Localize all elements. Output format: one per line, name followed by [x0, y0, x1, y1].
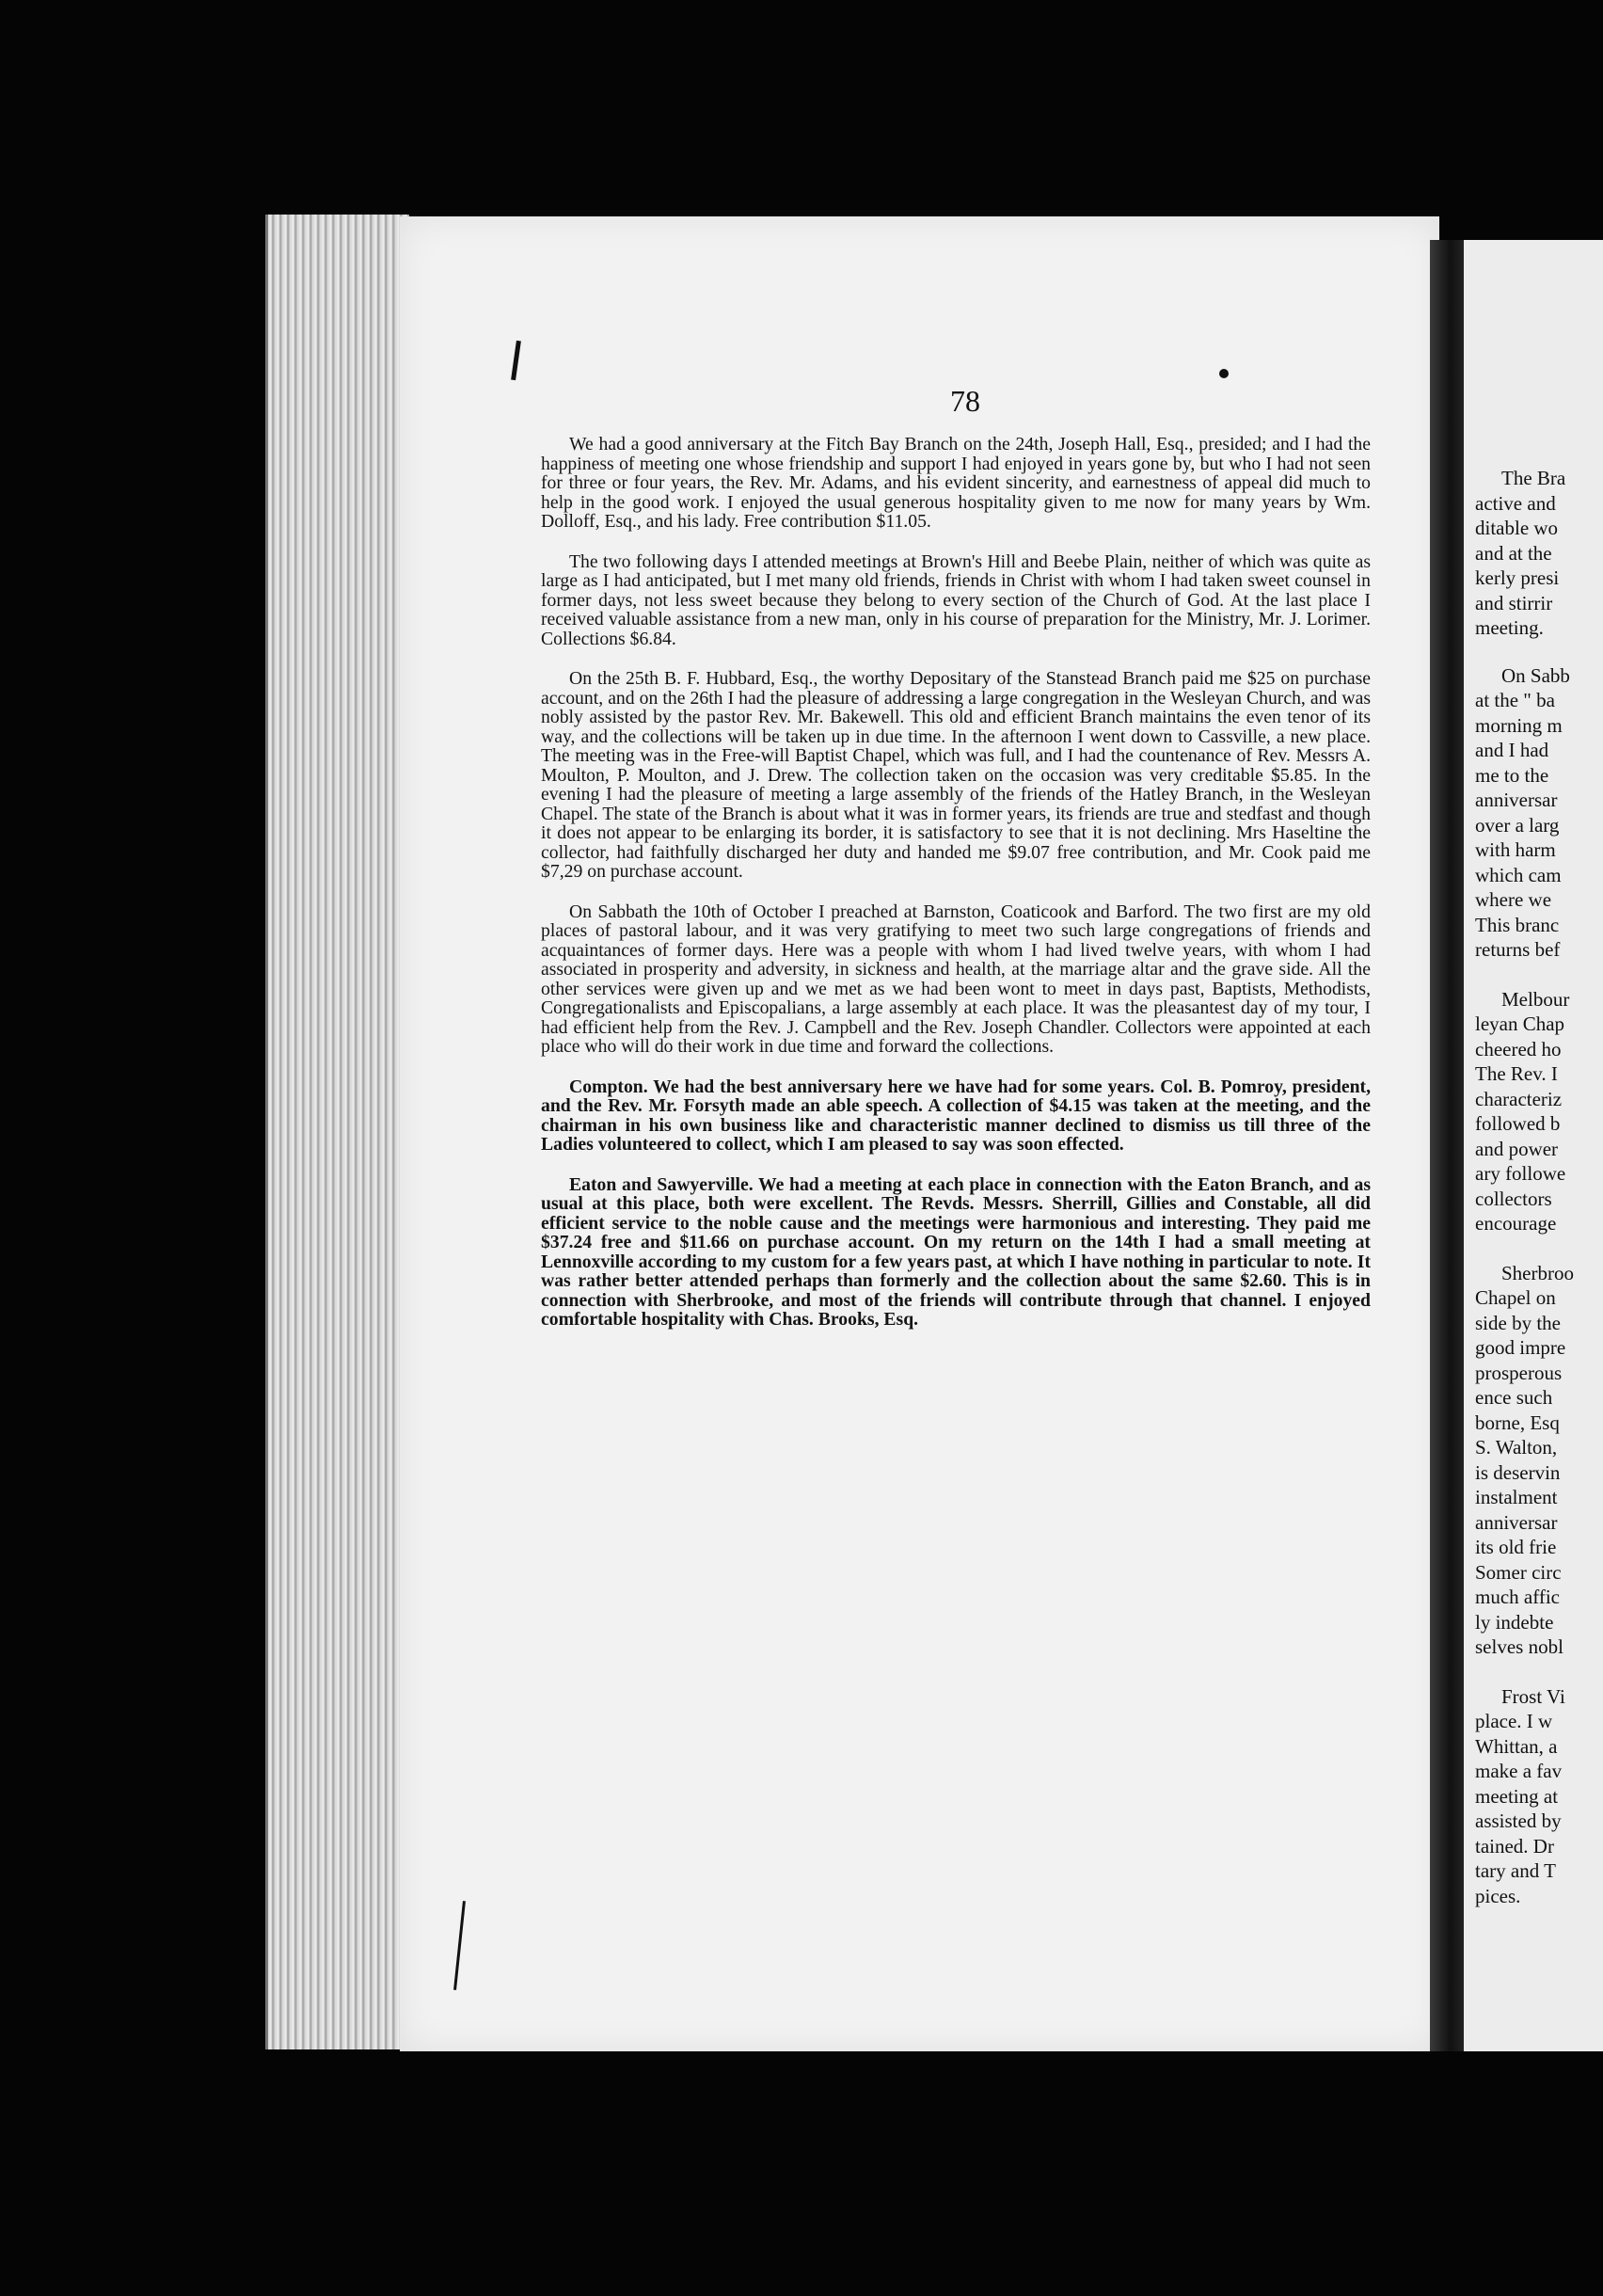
right-page-fragment: Sherbroo [1501, 1261, 1574, 1284]
right-page-fragment: is deservin [1475, 1460, 1561, 1484]
right-page-fragment: returns bef [1475, 938, 1561, 961]
right-page-fragment: much affic [1475, 1586, 1560, 1608]
right-page-fragment: prosperous [1475, 1361, 1563, 1384]
right-page-fragment: where we [1475, 888, 1552, 911]
right-page-fragment: side by the [1475, 1311, 1561, 1334]
body-text [541, 435, 1371, 1350]
right-page-fragment: leyan Chap [1475, 1012, 1565, 1035]
right-page-fragment: active and [1475, 491, 1556, 515]
right-page-fragment: and at the [1475, 541, 1552, 565]
ink-dot-top [1219, 369, 1229, 378]
right-page-fragment: Somer circ [1475, 1560, 1562, 1584]
right-page-fragment: over a larg [1475, 813, 1560, 837]
paragraph-eaton: Eaton and Sawyerville. We had a meeting at each place in connection with the Eaton Branch, and as usual at this place, both were excellent. The Revds. Messrs. Sherrill, Gillies and Constable, all did efficient service to the noble cause and the meetings were harmonious and interesting. They paid me $37.24 free and $11.66 on purchase account. On my return on the 14th I had a small meeting at Lennoxville according to my custom for a few years past, at which I have nothing in particular to note. It was rather better attended perhaps than formerly and the collection about the same $2.60. This is in connection with Sherbrooke, and most of the friends will contribute through that channel. I enjoyed comfortable hospitality with Chas. Brooks, Esq. [541, 1173, 1371, 1330]
right-page-fragment: The Rev. I [1475, 1062, 1558, 1085]
right-page-fragment: me to the [1475, 763, 1549, 787]
right-page-fragment: anniversar [1475, 1510, 1558, 1534]
right-page-fragment: tary and T [1475, 1859, 1556, 1882]
book-spine [1430, 240, 1464, 2051]
right-page-fragment: cheered ho [1475, 1037, 1562, 1060]
paragraph-compton: Compton. We had the best anniversary here we have had for some years. Col. B. Pomroy, president, and the Rev. Mr. Forsyth made an able speech. A collection of $4.15 was taken at the meeting, and the chairman in his own business like and characteristic manner declined to dismiss us till three of the Ladies volunteered to collect, which I am pleased to say was soon effected. [541, 1076, 1371, 1155]
paragraph-barnston: On Sabbath the 10th of October I preached at Barnston, Coaticook and Barford. The two first are my old places of pastoral labour, and it was very gratifying to meet two such large congregations of friends and acquaintances of former days. Here was a people with whom I had lived twelve years, with whom I had associated in prosperity and adversity, in sickness and health, at the marriage altar and the grave side. All the other services were given up and we met as we had been wont to meet in days past, Baptists, Methodists, Congregationalists and Episcopalians, a large assembly at each place. It was the pleasantest day of my tour, I had efficient help from the Rev. J. Campbell and the Rev. Joseph Chandler. Collectors were appointed at each place who will do their work in due time and forward the collections. [541, 901, 1371, 1057]
right-page-fragment: tained. Dr [1475, 1834, 1554, 1858]
right-page-fragment: and power [1475, 1137, 1559, 1160]
right-page-fragment: Frost Vi [1501, 1684, 1565, 1708]
right-page-fragment: Chapel on [1475, 1286, 1556, 1309]
right-page-fragment: assisted by [1475, 1810, 1562, 1832]
right-page-fragment: its old frie [1475, 1536, 1557, 1558]
right-page-fragment: ence such [1475, 1386, 1553, 1409]
right-page-fragment: This branc [1475, 913, 1560, 936]
right-page-fragment: with harm [1475, 838, 1556, 861]
right-page-fragment: characteriz [1475, 1087, 1563, 1110]
right-page-fragment: pices. [1475, 1884, 1521, 1907]
right-page-fragment: ary followe [1475, 1162, 1566, 1185]
right-page-fragment: On Sabb [1501, 663, 1570, 687]
right-page-fragment: S. Walton, [1475, 1436, 1558, 1459]
right-page-fragment: which cam [1475, 863, 1562, 886]
right-page-fragment: and I had [1475, 739, 1549, 761]
page-number: 78 [950, 384, 980, 418]
right-page-fragment: place. I w [1475, 1710, 1553, 1732]
paragraph-stanstead: On the 25th B. F. Hubbard, Esq., the worthy Depositary of the Stanstead Branch paid me $25 on purchase account, and on the 26th I had the pleasure of addressing a large congregation in the Wesleyan Church, and was nobly assisted by the pastor Rev. Mr. Bakewell. This old and efficient Branch maintains the even tenor of its way, and the collections will be taken up in due time. In the afternoon I went down to Cassville, a new place. The meeting was in the Free-will Baptist Chapel, which was full, and I had the countenance of Rev. Messrs A. Moulton, P. Moulton, and J. Drew. The collection taken on the occasion was very creditable $5.85. In the evening I had the pleasure of meeting a large assembly of the friends of the Hatley Branch, in the Wesleyan Chapel. The state of the Branch is about what it was in former years, its friends are true and stedfast and though it does not appear to be enlarging its border, it is satisfactory to see that it is not declining. Mrs Haseltine the collector, had faithfully discharged her duty and handed me $9.07 free contribution, and Mr. Cook paid me $7,29 on purchase account. [541, 668, 1371, 882]
paragraph-fitch-bay: We had a good anniversary at the Fitch Bay Branch on the 24th, Joseph Hall, Esq., presided; and I had the happiness of meeting one whose friendship and support I had enjoyed in years gone by, but who I had not seen for three or four years, the Rev. Mr. Adams, and his evident sincerity, and earnestness of appeal did much to help in the good work. I enjoyed the usual generous hospitality given to me now for many years by Wm. Dolloff, Esq., and his lady. Free contribution $11.05. [541, 434, 1371, 532]
right-page-fragment: at the " ba [1475, 689, 1555, 711]
right-page-fragment: selves nobl [1475, 1635, 1563, 1658]
right-page-fragment: followed b [1475, 1112, 1561, 1135]
right-page-fragment: kerly presi [1475, 566, 1560, 589]
paragraph-browns-hill: The two following days I attended meetings at Brown's Hill and Beebe Plain, neither of which was quite as large as I had anticipated, but I met many old friends, friends in Christ with whom I had taken sweet counsel in former days, not less sweet because they belong to every section of the Church of God. At the last place I received valuable assistance from a new man, only in his course of preparation for the Ministry, Mr. J. Lorimer. Collections $6.84. [541, 550, 1371, 649]
right-page-fragment: The Bra [1501, 467, 1566, 489]
right-page-fragment: encourage [1475, 1212, 1557, 1235]
right-page-fragment: ly indebte [1475, 1610, 1554, 1634]
right-page-fragment: good impre [1475, 1336, 1566, 1359]
right-page-fragment: instalment [1475, 1486, 1558, 1508]
right-page-fragment: Whittan, a [1475, 1734, 1558, 1758]
right-page-fragment: make a fav [1475, 1760, 1563, 1782]
right-page-fragment: meeting. [1475, 616, 1544, 639]
right-page-fragment: meeting at [1475, 1784, 1559, 1808]
right-page-fragment: collectors [1475, 1187, 1552, 1210]
right-page-fragment: borne, Esq [1475, 1411, 1560, 1434]
right-page-fragment: ditable wo [1475, 517, 1559, 539]
right-page-fragment: morning m [1475, 713, 1563, 737]
right-page-partial [1464, 240, 1603, 2051]
right-page-fragment: and stirrir [1475, 591, 1553, 614]
right-page-fragment: anniversar [1475, 789, 1558, 811]
page-edges [265, 215, 409, 2049]
right-page-fragment: Melbour [1501, 987, 1570, 1011]
